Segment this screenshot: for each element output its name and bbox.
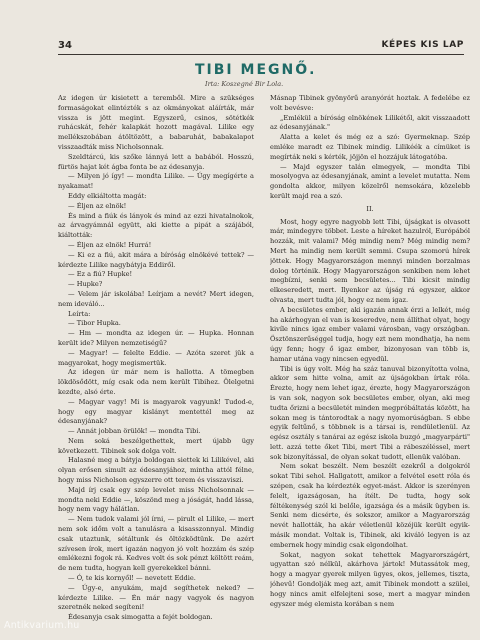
- paragraph: Most, hogy egyre nagyobb lett Tibi, újságkat is olvasott már, mindegyre többet. Leste a híreket hazulról, Európából hozzák, mit valami? Még mindig nem? Még mindig nem? Mert ha mindig nem került semmi. Csupa szomorú hírek jöttek. Hogy Magyarországon mennyi minden borzalmas dolog történik. Hogy Magyarországon senkiben nem lehet megbízni, senki sem becsületes... Tibi kicsit mindig elkeseredett, mert. Ilyenkor az újság rá egyszer, akkor olvasta, mert tudta jól, hogy ez nem igaz.: [270, 217, 470, 304]
- paragraph: — Magyar vagy! Mi is magyarok vagyunk! Tudod-e, hogy egy magyar kislányt mentettél meg az édesanyjának?: [58, 397, 254, 426]
- paragraph: Az idegen úr kisietett a teremből. Mire a szükséges formaságokat elintézték s az okmányokat aláírták, már vissza is jött megint. Egyszerű, csinos, sötétkék ruhácskát, fehér kalapkát hozott magával. Lilike egy mellékszobában átöltözött, a babaruhát, babakalapot visszaadták miss Nicholsonnak.: [58, 94, 254, 151]
- paragraph: És mind a fiúk és lányok és mind az ezzi hivatalnokok, az árvagyámnál együtt, aki kiette a pipát a szájából, kiáltották:: [58, 211, 254, 240]
- paragraph: „Emlékül a bíróság elnökének Lilikétől, akit visszaadott az édesanyjának.": [270, 113, 470, 132]
- page-number: 34: [58, 40, 72, 51]
- paragraph: — Velem jár iskolába! Leírjam a nevét? Mert idegen, nem ideváló...: [58, 289, 254, 308]
- paragraph: Alatta a kelet és még ez a szó: Gyermeknap. Szép emléke maradt ez Tibinek mindig. Lilikéék a címüket is megírták neki s kérték, jöjjön el hozzájuk látogatóba.: [270, 133, 470, 161]
- paragraph: Nem soká beszélgethettek, mert újabb ügy következett. Tibinek sok dolga volt.: [58, 436, 254, 455]
- paragraph: — Majd egyszer talán elmegyek, — mondta Tibi mosolyogva az édesanyjának, amint a levelet mutatta. Nem gondolta akkor, milyen közelről nemsokára, közelebb került majd rea a szó.: [270, 162, 470, 200]
- paragraph: — Hm — mondta az idegen úr. — Hupka. Honnan került ide? Milyen nemzetiségű?: [58, 329, 254, 347]
- paragraph: A becsületes ember, aki igazán annak érzi a lelkét, még ha akárhogyan el van is keseredve, nem állíthat olyat, hogy kivíle nincs igaz ember valami városban, vagy országban. Ösztönszerűséggel tudja, hogy ezt nem mondhatja, ha nem úgy fenn; hogy ő igaz ember, bizonyosan van több is, hamar utána vagy nincsen egyedül.: [270, 305, 470, 363]
- paragraph: Tibi is úgy volt. Még ha száz tanuval bizonyította volna, akkor sem hitte volna, amit az újságokban írtak róla. Érezte, hogy nem lehet igaz, érezte, hogy Magyarországon is van sok, nagyon sok becsületes ember, olyan, aki meg tudta őrizni a becsületét minden megpróbáltatás között, ha sokan meg is tántorodtak a nagy nyomorúságban. S ebbe egyik feltűnő, s többnek is a társai is, rendületlenül. Az egész osztály s tanárai az egész iskola buzgó „magyarpárti" lett. azzá tette őket Tibi, mert Tibi a rábeszéléssel, mert sok bizonyítással, de olyan sokat tudott, ellenük valóban.: [270, 364, 470, 461]
- paragraph: Édesanyja csak simogatta a fejét boldogan.: [68, 613, 213, 622]
- paragraph: Szeldtárcú, kis szőke lánnyá lett a babából. Hosszú, fürtös hajat két ágba fonta be az édesanyja.: [58, 152, 254, 171]
- article-byline: Irta: Koszegné Bir Lola.: [205, 80, 284, 88]
- paragraph: — Ez a fiú? Hupke!: [68, 270, 133, 279]
- paragraph: — Ó, te kis kornyől! — nevetett Eddie.: [68, 574, 196, 583]
- right-column: [270, 94, 470, 628]
- section-heading: II.: [366, 204, 374, 213]
- paragraph: Majd írj csak egy szép levelet miss Nicholsonnak — mondta neki Eddie —, köszönd meg a jóságát, hadd lássa, hogy nem vagy hálátlan.: [58, 485, 254, 514]
- paragraph: — Éljen az elnök! Hurrá!: [68, 240, 152, 249]
- paragraph: — Annát jobban örülök! — mondta Tibi.: [68, 427, 201, 436]
- paragraph: Sokat, nagyon sokat tehettek Magyarországért, ugyattan szó nélkül, akárhova jártok! Mutassátok meg, hogy a magyar gyerek milyen ügyes, okos, jellemes, tiszta, jóhevű! Gondolják meg azt, amit Tibinek mondott a szülei, hogy nincs amit elfelejteni sose, mert a magyar minden egyszer még elemista korában s nem: [270, 550, 470, 608]
- paragraph: — Milyen jó így! — mondta Lilike. — Úgy megígérte a nyakamat!: [58, 172, 254, 191]
- paragraph: Másnap Tibinek gyönyörű aranyórát hoztak. A fedelébe ez volt bevésve:: [270, 94, 470, 112]
- watermark: Antikvarium.hu: [4, 620, 80, 631]
- paragraph: — Nem tudok valami jól írni, — pirult el Lilike, — mert nem sok időm volt a tanulásra a kisasszonnyal. Mindig csak utaztunk, sétáltunk és öltözködtünk. De azért szívesen írok, mert igazán nagyon jó volt hozzám és szép emlékezni fogok rá. Kedves volt és sok pénzt költött reám, de nem tudta, hogyan kell gyerekekkel bánni.: [58, 515, 254, 573]
- paragraph: — Tibor Hupka.: [68, 319, 121, 328]
- magazine-title: KÉPES KIS LAP: [381, 40, 464, 50]
- paragraph: — Ki ez a fiú, akit mára a bíróság elnökévé tettek? — kérdezte Lilike nagybátyja Eddiről.: [58, 250, 254, 269]
- article-title: TIBI MEGNŐ.: [195, 62, 317, 78]
- paragraph: Az idegen úr már nem is hallotta. A tömegben lökdösődött, míg csak oda nem került Tibihez. Ölelgetni kezdte, alsó érte.: [58, 368, 254, 396]
- paragraph: — Éljen az elnök!: [68, 201, 127, 210]
- paragraph: Leírta:: [68, 309, 91, 318]
- paragraph: — Úgy-e, anyukám, majd segíthetek neked? — kérdezte Lilike. — Én már nagy vagyok és nagyon szeretnék neked segíteni!: [58, 583, 254, 612]
- paragraph: Halasné meg a bátyja boldogan siettek ki Lilikével, aki olyan erősen simult az édesanyjához, mintha attól félne, hogy miss Nicholson egyszerre ott terem és visszaviszi.: [58, 456, 254, 485]
- paragraph: — Magyar! — felelte Eddie. — Azóta szeret jük a magyarokat, hogy megismertük.: [58, 348, 254, 367]
- left-column: [58, 94, 254, 628]
- page-header: [58, 40, 464, 55]
- paragraph: Nem sokat beszélt. Nem beszélt ezekről a dolgokról sokat Tibi sehol. Hallgatott, amikor a felvétel esett róla és szépen, csak ha kérdezték egyet-mást. Akkor is szerényen felelt, igazságosan, ha ítélt. De tudta, hogy sok féltékenység szól ki belőle, igazsága és a másik ügyben is. Senki nem dicsérte, és sokszor, amikor a Magyarország nevét hallották, ha akár véletlenül közéjük került egyik-másik mondat. Voltak is, Tibinek, aki kiváló legyen is az embernek hogy mindig csak elgondolhat.: [270, 462, 470, 549]
- paragraph: — Hupke?: [68, 280, 103, 289]
- paragraph: Eddy elkiáltotta magát:: [68, 191, 147, 200]
